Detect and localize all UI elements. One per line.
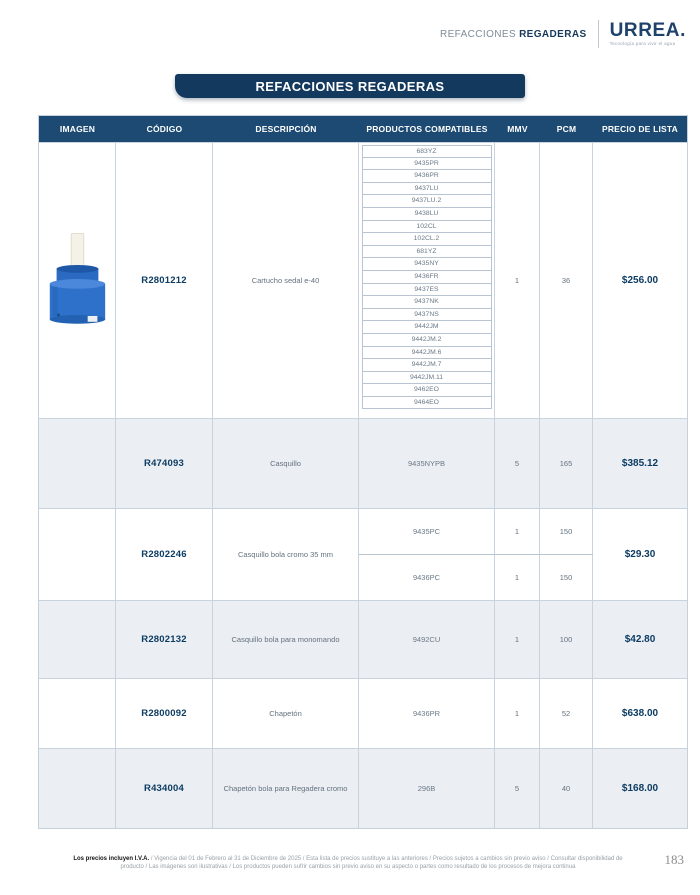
compatible-code: 9442JM.7	[362, 359, 492, 372]
compatible-code: 9442JM.6	[362, 347, 492, 360]
mmv-cell: 5	[495, 419, 540, 508]
compatibility-subrow	[359, 419, 593, 508]
compatibility-subrow	[359, 749, 593, 828]
descripcion-cell: Chapetón	[213, 679, 359, 748]
breadcrumb-section: REFACCIONES	[439, 28, 517, 40]
compatible-code: 9437NS	[362, 309, 492, 322]
precio-cell: $385.12	[621, 458, 659, 469]
section-title-banner	[175, 74, 525, 98]
table-header-row	[39, 116, 687, 142]
compatibles-cell: 9436PC	[359, 555, 495, 600]
compatible-code: 9437LU.2	[362, 195, 492, 208]
column-header-4: MMV	[507, 124, 528, 134]
table-row-R2802246	[39, 508, 687, 600]
compatibles-mmv-pcm-group	[359, 749, 593, 828]
compatibles-mmv-pcm-group	[359, 143, 593, 418]
brand-tagline: Tecnología para vivir el agua	[609, 40, 676, 46]
precio-cell: $256.00	[621, 275, 659, 286]
mmv-cell: 1	[495, 601, 540, 678]
compatibles-mmv-pcm-group	[359, 419, 593, 508]
compatible-code: 9436PR	[362, 170, 492, 183]
compatible-code: 681YZ	[362, 246, 492, 259]
precio-cell: $168.00	[621, 783, 659, 794]
table-row-R2802132	[39, 600, 687, 678]
pcm-cell: 165	[540, 419, 593, 508]
brand-wordmark: URREA.	[609, 20, 686, 42]
compatibles-mmv-pcm-group	[359, 601, 593, 678]
compatible-code: 9442JM.11	[362, 372, 492, 385]
table-row-R434004	[39, 748, 687, 828]
footer-note-text: / Vigencia del 01 de Febrero al 31 de Diciembre de 2025 / Esta lista de precios sustituye a las anteriores / Precios sujetos a cambios sin previo aviso / Consultar disponibilidad de producto / Las imágenes son ilustrativas / Los productos pueden sufrir cambios sin previo aviso en su aspecto o partes como resultado de los procesos de mejora continua	[120, 856, 623, 870]
compatible-code: 9437ES	[362, 284, 492, 297]
table-body	[39, 142, 687, 828]
column-header-5: PCM	[556, 124, 577, 134]
table-row-R2800092	[39, 678, 687, 748]
mmv-cell: 1	[495, 143, 540, 418]
compatibles-cell	[359, 143, 495, 418]
table-row-R2801212	[39, 142, 687, 418]
codigo-cell: R2800092	[116, 679, 213, 748]
compatible-codes-list	[362, 145, 492, 409]
brand-logo	[610, 22, 686, 46]
pcm-cell: 52	[540, 679, 593, 748]
compatible-code: 9442JM	[362, 321, 492, 334]
descripcion-cell: Chapetón bola para Regadera cromo	[213, 749, 359, 828]
compatible-code: 9464EO	[362, 397, 492, 410]
imagen-cell	[39, 601, 116, 678]
compatible-code: 9435PR	[362, 158, 492, 171]
compatibility-subrow	[359, 143, 593, 418]
mmv-cell: 1	[495, 555, 540, 600]
column-header-2: DESCRIPCIÓN	[255, 124, 317, 134]
codigo-cell: R2802246	[116, 509, 213, 600]
precio-cell: $29.30	[624, 549, 656, 560]
imagen-cell	[39, 143, 116, 418]
mmv-cell: 1	[495, 509, 540, 554]
imagen-cell	[39, 679, 116, 748]
descripcion-cell: Casquillo bola para monomando	[213, 601, 359, 678]
mmv-cell: 5	[495, 749, 540, 828]
compatibility-subrow	[359, 601, 593, 678]
codigo-cell: R2802132	[116, 601, 213, 678]
compatibles-mmv-pcm-group	[359, 679, 593, 748]
column-header-3: PRODUCTOS COMPATIBLES	[366, 124, 488, 134]
compatible-code: 9436FR	[362, 271, 492, 284]
compatibles-cell: 9435NYPB	[359, 419, 495, 508]
compatibility-subrow	[359, 554, 593, 600]
precio-cell: $638.00	[621, 708, 659, 719]
footer-note-bold: Los precios incluyen I.V.A.	[73, 856, 150, 862]
pcm-cell: 40	[540, 749, 593, 828]
compatible-code: 9438LU	[362, 208, 492, 221]
section-title: REFACCIONES REGADERAS	[255, 78, 445, 94]
descripcion-cell: Casquillo bola cromo 35 mm	[213, 509, 359, 600]
column-header-6: PRECIO DE LISTA	[601, 124, 679, 134]
cartucho-product-image-icon	[43, 232, 111, 330]
imagen-cell	[39, 749, 116, 828]
descripcion-cell: Cartucho sedal e-40	[213, 143, 359, 418]
compatibles-cell: 9435PC	[359, 509, 495, 554]
codigo-cell: R474093	[116, 419, 213, 508]
compatibles-cell: 296B	[359, 749, 495, 828]
price-list-table	[38, 115, 688, 829]
page-number: 183	[664, 852, 684, 867]
codigo-cell: R434004	[116, 749, 213, 828]
compatible-code: 9442JM.2	[362, 334, 492, 347]
compatibles-cell: 9492CU	[359, 601, 495, 678]
pcm-cell: 36	[540, 143, 593, 418]
compatible-code: 9437LU	[362, 183, 492, 196]
compatible-code: 9435NY	[362, 258, 492, 271]
compatible-code: 102CL	[362, 221, 492, 234]
imagen-cell	[39, 509, 116, 600]
compatible-code: 9437NK	[362, 296, 492, 309]
precio-cell: $42.80	[624, 634, 656, 645]
pcm-cell: 150	[540, 555, 593, 600]
mmv-cell: 1	[495, 679, 540, 748]
compatible-code: 9462EO	[362, 384, 492, 397]
column-header-1: CÓDIGO	[146, 124, 183, 134]
imagen-cell	[39, 419, 116, 508]
codigo-cell: R2801212	[116, 143, 213, 418]
compatibles-mmv-pcm-group	[359, 509, 593, 600]
header-divider	[598, 20, 599, 48]
compatibility-subrow	[359, 509, 593, 554]
compatible-code: 683YZ	[362, 145, 492, 158]
breadcrumb	[440, 29, 587, 40]
breadcrumb-current: REGADERAS	[519, 28, 587, 40]
compatible-code: 102CL.2	[362, 233, 492, 246]
compatibles-cell: 9436PR	[359, 679, 495, 748]
column-header-0: IMAGEN	[59, 124, 96, 134]
compatibility-subrow	[359, 679, 593, 748]
pcm-cell: 100	[540, 601, 593, 678]
pcm-cell: 150	[540, 509, 593, 554]
page-header	[440, 20, 686, 48]
footer-legal-note	[62, 855, 634, 871]
table-row-R474093	[39, 418, 687, 508]
descripcion-cell: Casquillo	[213, 419, 359, 508]
